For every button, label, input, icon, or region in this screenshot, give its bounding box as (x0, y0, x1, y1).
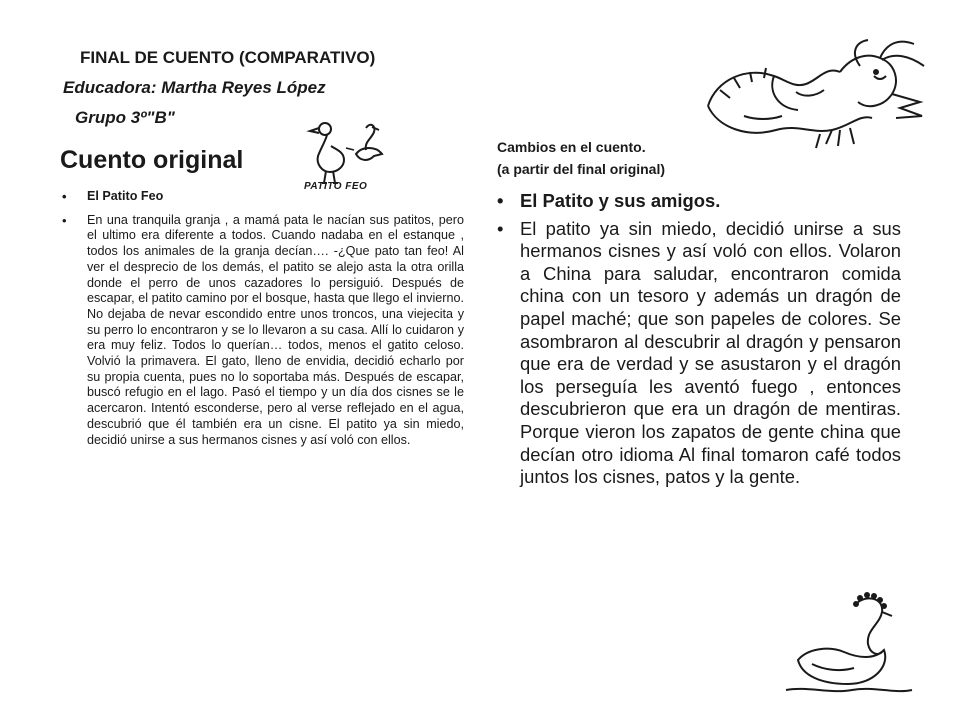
educadora-line: Educadora: Martha Reyes López (63, 78, 326, 97)
modified-story-title: • El Patito y sus amigos. (497, 190, 901, 213)
dragon-icon (700, 36, 932, 154)
original-story-column (62, 189, 464, 448)
original-story-heading: Cuento original (60, 146, 244, 174)
changes-heading (497, 136, 665, 180)
document-title: FINAL DE CUENTO (COMPARATIVO) (80, 48, 376, 67)
modified-story-text: • El patito ya sin miedo, decidió unirse a sus hermanos cisnes y así voló con ellos. Volaron a China para saludar, encontraron comida china con un tesoro y además un dragón de papel maché; que son papeles de colores. Se asombraron al descubrir al dragón y pensaron que era de verdad y se asustaron y el dragón los perseguía les aventó fuego , entonces descubrieron que era un dragón de mentiras. Porque vieron los zapatos de gente china que decían otro idioma Al final tomaron café todos juntos los cisnes, patos y la gente. (497, 218, 901, 489)
story-title: • El Patito Feo (62, 189, 464, 205)
story-text: • En una tranquila granja , a mamá pata le nacían sus patitos, pero el ultimo era diferente a todos. Cuando nadaba en el estanque , todos los animales de la granja decían…. -¿Que pato tan feo! Al ver el desprecio de los demás, el patito se alejo asta la otra orilla donde el perro de unos cazadores lo persiguió. Después de escapar, el patito camino por el bosque, hasta que llego el invierno. No dejaba de nevar escondido entre unos troncos, una viejecita y su perro lo encontraron y se lo llevaron a su casa. Allí lo cuidaron y era muy feliz. Todos lo querían… todos, menos el gatito celoso. Volvió la primavera. El gato, lleno de envidia, decidió echarlo por su propia cuenta, pues no lo soportaba más. Después de escapar, buscó refugio en el lago. Pasó el tiempo y un día dos cisnes se le acercaron. Intentó esconderse, pero al verse reflejado en el agua, descubrió que él también era un cisne. El patito ya sin miedo, decidió unirse a sus hermanos cisnes y así voló con ellos. (62, 213, 464, 449)
changes-line-2: (a partir del final original) (497, 161, 666, 177)
modified-story-column (497, 190, 901, 489)
grupo-line: Grupo 3º"B" (75, 108, 175, 127)
swan-icon (778, 590, 916, 700)
changes-line-1: Cambios en el cuento. (497, 139, 646, 155)
logo-caption: PATITO FEO (304, 181, 368, 192)
